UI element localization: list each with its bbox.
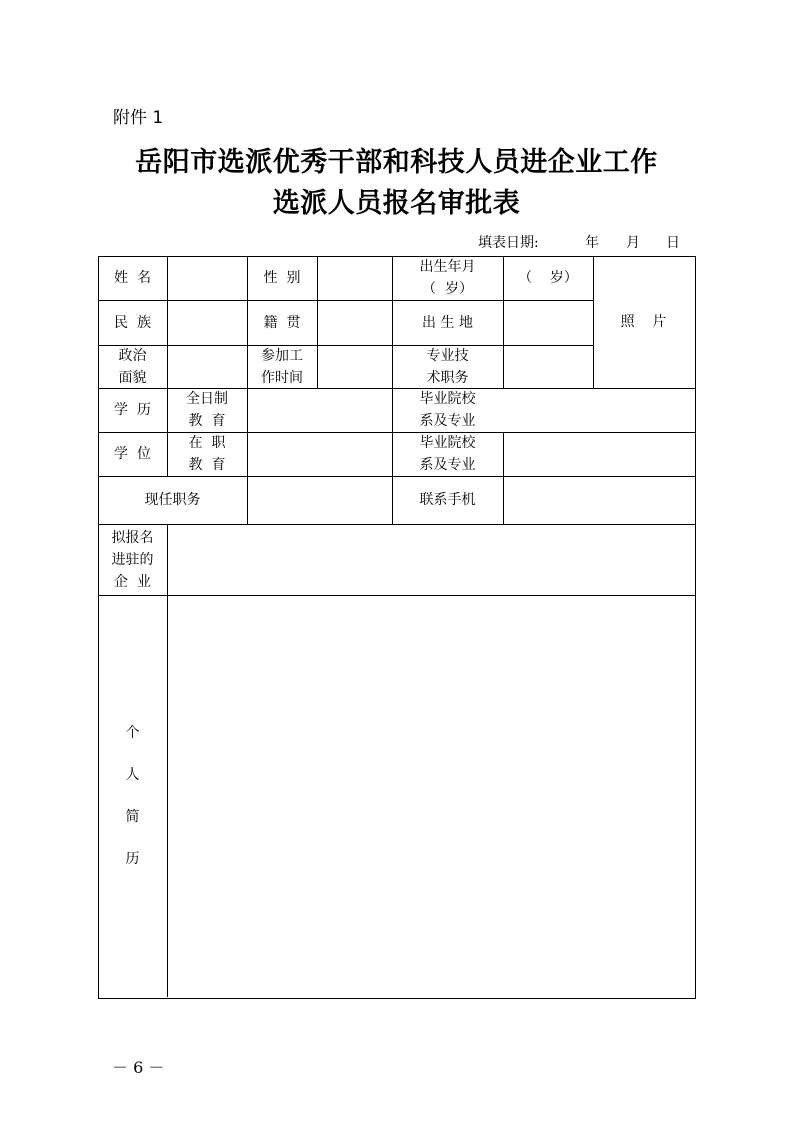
fill-date-day: 日 [666, 235, 680, 251]
birthplace-label: 出 生 地 [422, 314, 473, 331]
professional-title-field[interactable] [503, 345, 593, 388]
page-number: － 6 － [112, 1058, 165, 1077]
fill-date-year: 年 [585, 235, 599, 251]
resume-label [98, 595, 167, 997]
attachment-label: 附件 1 [113, 108, 164, 128]
work-start-field[interactable] [318, 345, 392, 388]
birth-date-label: 出生年月 （ 岁） [419, 259, 476, 297]
fulltime-education-label: 全日制 教 育 [186, 391, 228, 429]
inservice-education-field[interactable] [248, 432, 392, 476]
registration-form-table [98, 256, 696, 999]
school-major-field[interactable] [504, 432, 694, 476]
resume-char: 简 [125, 809, 140, 825]
birth-date-field[interactable]: （ 岁） [518, 270, 578, 286]
current-position-label: 现任职务 [144, 492, 201, 508]
mobile-field[interactable] [504, 476, 694, 524]
work-start-label: 参加工 作时间 [261, 347, 303, 386]
education-label: 学 历 [114, 402, 151, 418]
resume-char: 个 [125, 725, 140, 741]
target-enterprise-field[interactable] [168, 524, 694, 595]
birthplace-field[interactable] [503, 300, 593, 345]
resume-field[interactable] [168, 595, 694, 997]
school-major-label: 毕业院校 系及专业 [419, 391, 476, 429]
fill-date-label: 填表日期: [478, 235, 539, 251]
gender-label: 性 别 [263, 270, 301, 286]
school-major-field[interactable] [503, 388, 694, 432]
school-major-label: 毕业院校 系及专业 [419, 435, 476, 473]
native-place-label: 籍 贯 [263, 314, 301, 331]
native-place-field[interactable] [318, 300, 392, 345]
ethnicity-label: 民 族 [114, 314, 151, 331]
current-position-field[interactable] [248, 476, 392, 524]
resume-char: 人 [125, 767, 140, 783]
photo-box[interactable]: 照 片 [620, 314, 667, 330]
document-title-line-2: 选派人员报名审批表 [272, 188, 521, 219]
document-title-line-1: 岳阳市选派优秀干部和科技人员进企业工作 [135, 147, 658, 178]
professional-title-label: 专业技 术职务 [426, 347, 469, 386]
ethnicity-field[interactable] [168, 300, 247, 345]
target-enterprise-label: 拟报名 进驻的 企 业 [111, 529, 154, 590]
degree-label: 学 位 [114, 446, 151, 462]
fill-date-month: 月 [626, 235, 640, 251]
inservice-education-label: 在 职 教 育 [188, 435, 226, 473]
gender-field[interactable] [318, 256, 392, 300]
name-label: 姓 名 [114, 270, 151, 286]
political-status-label: 政治 面貌 [118, 347, 147, 386]
political-status-field[interactable] [168, 345, 247, 388]
fulltime-education-field[interactable] [248, 388, 392, 432]
mobile-label: 联系手机 [419, 492, 476, 508]
resume-char: 历 [125, 851, 140, 867]
name-field[interactable] [168, 256, 247, 300]
